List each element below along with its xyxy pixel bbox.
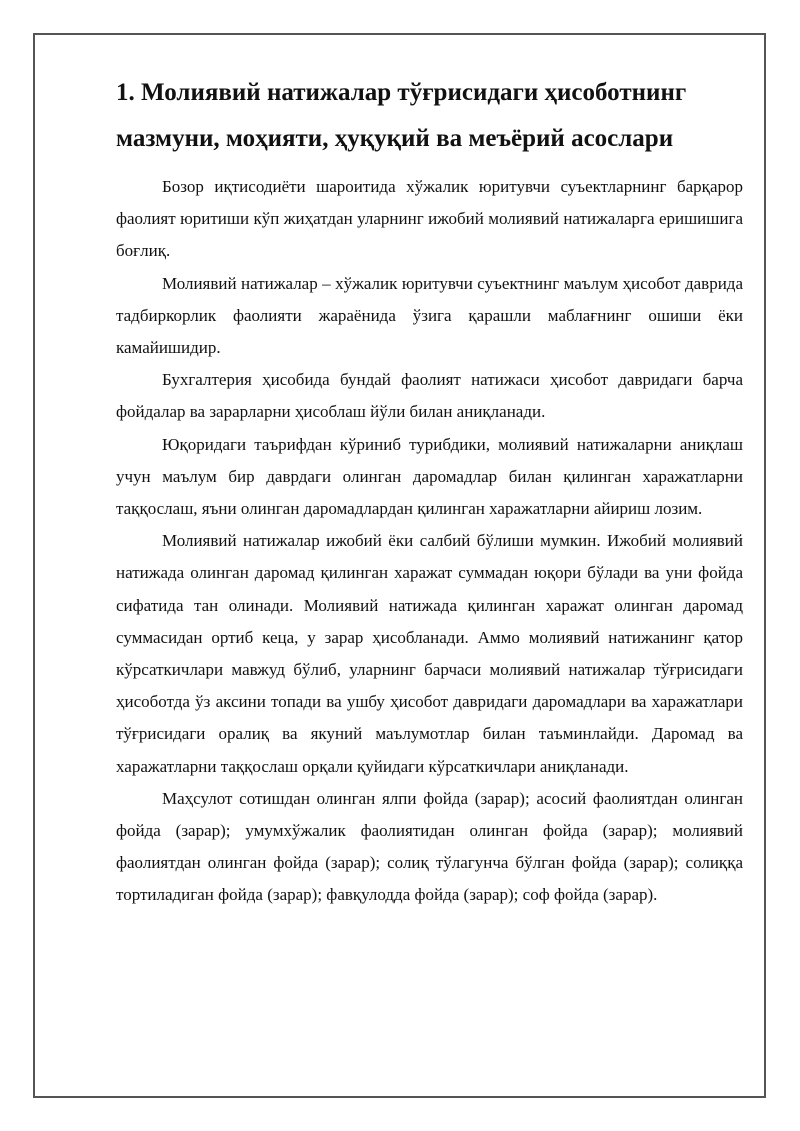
paragraph: Молиявий натижалар – хўжалик юритувчи суъектнинг маълум ҳисобот даврида тадбиркорлик фаолияти жараёнида ўзига қарашли маблағнинг ошиши ёки камайишидир.	[116, 273, 743, 358]
section-title: 1. Молиявий натижалар тўғрисидаги ҳисоботнинг мазмуни, моҳияти, ҳуқуқий ва меъёрий асослари	[116, 79, 687, 152]
paragraph: Маҳсулот сотишдан олинган ялпи фойда (зарар); асосий фаолиятдан олинган фойда (зарар); умумхўжалик фаолиятидан олинган фойда (зарар); молиявий фаолиятдан олинган фойда (зарар); солиқ тўлагунча бўлган фойда (зарар); солиққа тортиладиган фойда (зарар); фавқулодда фойда (зарар); соф фойда (зарар).	[116, 788, 743, 905]
paragraph: Молиявий натижалар ижобий ёки салбий бўлиши мумкин. Ижобий молиявий натижада олинган даромад қилинган харажат суммадан юқори бўлади ва уни фойда сифатида тан олинади. Молиявий натижада қилинган харажат олинган даромад суммасидан ортиб кеца, у зарар ҳисобланади. Аммо молиявий натижанинг қатор кўрсаткичлари мавжуд бўлиб, уларнинг барчаси молиявий натижалар тўғрисидаги ҳисоботда ўз аксини топади ва ушбу ҳисобот давридаги даромадлари ва харажатлари тўғрисидаги оралиқ ва якуний маълумотлар билан таъминлайди. Даромад ва харажатларни таққослаш орқали қуйидаги кўрсаткичлари аниқланади.	[116, 531, 743, 776]
paragraph: Бозор иқтисодиёти шароитида хўжалик юритувчи суъектларнинг барқарор фаолият юритиши кўп жиҳатдан уларнинг ижобий молиявий натижаларга еришишига боғлиқ.	[116, 177, 743, 261]
paragraph: Бухгалтерия ҳисобида бундай фаолият натижаси ҳисобот давридаги барча фойдалар ва зарарларни ҳисоблаш йўли билан аниқланади.	[116, 370, 743, 422]
document-body	[116, 70, 743, 912]
paragraph: Юқоридаги таърифдан кўриниб турибдики, молиявий натижаларни аниқлаш учун маълум бир даврдаги олинган даромадлар билан қилинган харажатларни таққослаш, яъни олинган даромадлардан қилинган харажатларни айириш лозим.	[116, 434, 743, 519]
